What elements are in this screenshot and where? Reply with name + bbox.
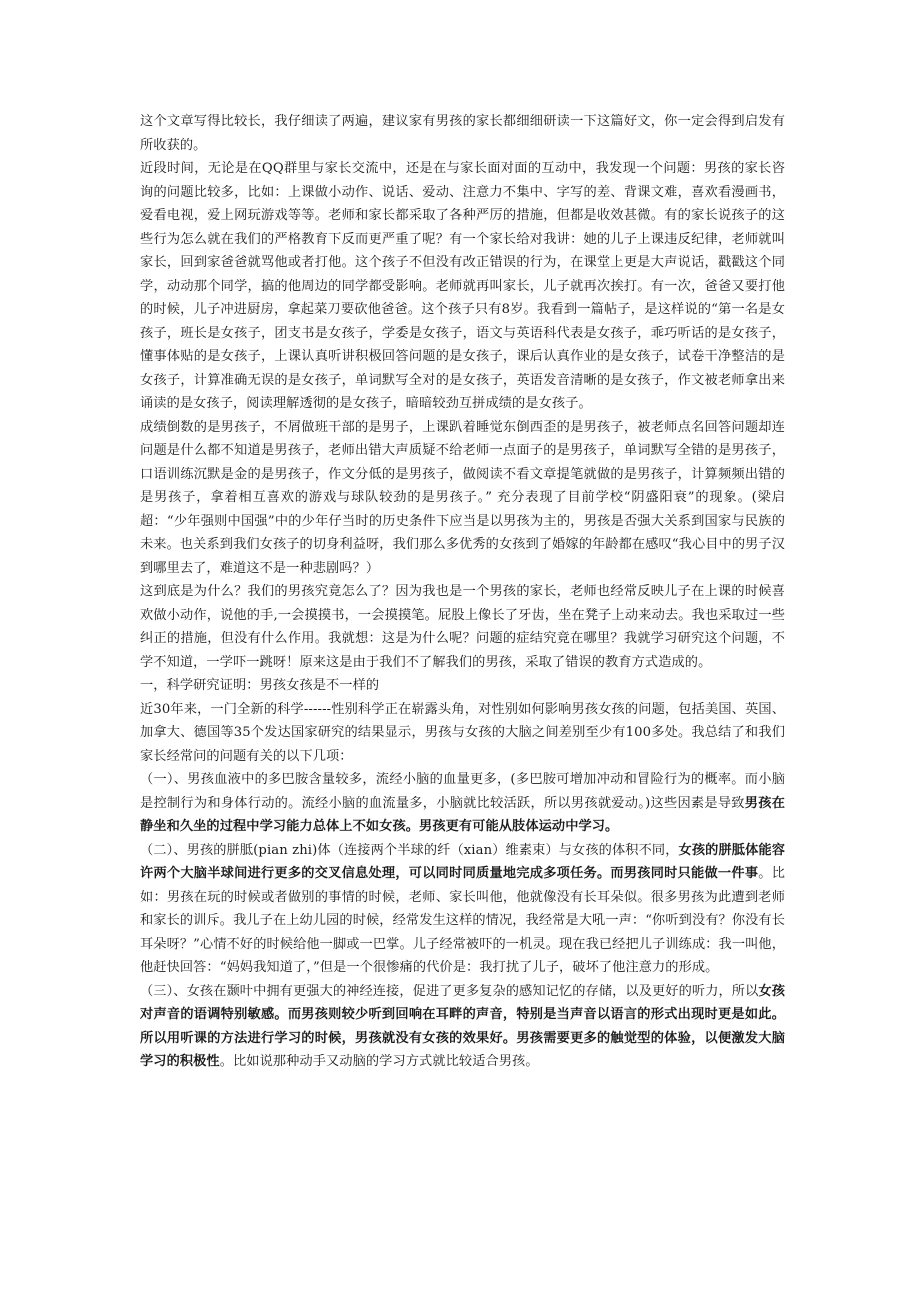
paragraph-why: [140, 580, 785, 674]
paragraph-problem: [140, 157, 785, 416]
article-body: [140, 110, 785, 1074]
point-one: [140, 768, 785, 839]
paragraph-text: 近30年来，一门全新的科学------性别科学正在崭露头角，对性别如何影响男孩女孩的问题，包括美国、英国、加拿大、德国等35个发达国家研究的结果显示，男孩与女孩的大脑之间差别至少有100多处。我总结了和我们家长经常问的问题有关的以下几项：: [140, 701, 785, 764]
paragraph-research: [140, 698, 785, 769]
point-two: [140, 839, 785, 980]
paragraph-text: 这到底是为什么？我们的男孩究竟怎么了？因为我也是一个男孩的家长，老师也经常反映儿子在上课的时候喜欢做小动作，说他的手,一会摸摸书，一会摸摸笔。屁股上像长了牙齿，坐在凳子上动来动去。我也采取过一些纠正的措施，但没有什么作用。我就想：这是为什么呢？问题的症结究竟在哪里？我就学习研究这个问题，不学不知道，一学吓一跳呀！原来这是由于我们不了解我们的男孩，采取了错误的教育方式造成的。: [140, 584, 785, 670]
bold-text: 女孩对声音的语调特别敏感。而男孩则较少听到回响在耳畔的声音，特别是当声音以语言的形式出现时更是如此。所以用听课的方法进行学习的时候，男孩就没有女孩的效果好。男孩需要更多的触觉型的体验，以便激发大脑学习的积极性: [140, 983, 785, 1069]
section-heading-text: 一，科学研究证明：男孩女孩是不一样的: [140, 678, 380, 693]
point-three: [140, 980, 785, 1074]
paragraph-text: 这个文章写得比较长，我仔细读了两遍，建议家有男孩的家长都细细研读一下这篇好文，你一定会得到启发有所收获的。: [140, 114, 785, 153]
paragraph-boys: [140, 416, 785, 581]
section-heading: [140, 674, 785, 698]
paragraph-text: （二）、男孩的胼胝(pian zhi)体（连接两个半球的纤（xian）维素束）与女孩的体积不同，: [140, 842, 679, 858]
paragraph-text: 近段时间，无论是在QQ群里与家长交流中，还是在与家长面对面的互动中，我发现一个问题：男孩的家长咨询的问题比较多，比如：上课做小动作、说话、爱动、注意力不集中、字写的差、背课文难，喜欢看漫画书，爱看电视，爱上网玩游戏等等。老师和家长都采取了各种严厉的措施，但都是收效甚微。有的家长说孩子的这些行为怎么就在我们的严格教育下反而更严重了呢？有一个家长给对我讲：她的儿子上课违反纪律，老师就叫家长，回到家爸爸就骂他或者打他。这个孩子不但没有改正错误的行为，在课堂上更是大声说话，戳戳这个同学，动动那个同学，搞的他周边的同学都受影响。老师就再叫家长，儿子就再次挨打。有一次，爸爸又要打他的时候，儿子冲进厨房，拿起菜刀要砍他爸爸。这个孩子只有8岁。我看到一篇帖子，是这样说的“第一名是女孩子，班长是女孩子，团支书是女孩子，学委是女孩子，语文与英语科代表是女孩子，乖巧听话的是女孩子，懂事体贴的是女孩子，上课认真听讲积极回答问题的是女孩子，课后认真作业的是女孩子，试卷干净整洁的是女孩子，计算准确无误的是女孩子，单词默写全对的是女孩子，英语发音清晰的是女孩子，作文被老师拿出来诵读的是女孩子，阅读理解透彻的是女孩子，暗暗较劲互拼成绩的是女孩子。: [140, 161, 785, 411]
paragraph-text: （一）、男孩血液中的多巴胺含量较多，流经小脑的血量更多，(多巴胺可增加冲动和冒险行为的概率。而小脑是控制行为和身体行动的。流经小脑的血流量多，小脑就比较活跃，所以男孩就爱动。)这些因素是导致: [140, 772, 785, 811]
bold-text: 男孩在静坐和久坐的过程中学习能力总体上不如女孩。男孩更有可能从肢体运动中学习。: [140, 795, 785, 834]
paragraph-text: 成绩倒数的是男孩子，不屑做班干部的是男子，上课趴着睡觉东倒西歪的是男孩子，被老师点名回答问题却连问题是什么都不知道是男孩子，老师出错大声质疑不给老师一点面子的是男孩子，单词默写全错的是男孩子，口语训练沉默是金的是男孩子，作文分低的是男孩子，做阅读不看文章提笔就做的是男孩子，计算频频出错的是男孩子，拿着相互喜欢的游戏与球队较劲的是男孩子。” 充分表现了目前学校“阴盛阳衰”的现象。(梁启超：“少年强则中国强”中的少年仔当时的历史条件下应当是以男孩为主的，男孩是否强大关系到国家与民族的未来。也关系到我们女孩子的切身利益呀，我们那么多优秀的女孩到了婚嫁的年龄都在感叹“我心目中的男子汉到哪里去了，难道这不是一种悲剧吗？）: [140, 419, 785, 576]
paragraph-text: （三）、女孩在颞叶中拥有更强大的神经连接，促进了更多复杂的感知记忆的存储，以及更好的听力，所以: [140, 983, 759, 999]
paragraph-after-text: 。比如：男孩在玩的时候或者做别的事情的时候，老师、家长叫他，他就像没有长耳朵似。很多男孩为此遭到老师和家长的训斥。我儿子在上幼儿园的时候，经常发生这样的情况，我经常是大吼一声：“你听到没有？你没有长耳朵呀？”心情不好的时候给他一脚或一巴掌。儿子经常被吓的一机灵。现在我已经把儿子训练成：我一叫他，他赶快回答：“妈妈我知道了，”但是一个很惨痛的代价是：我打扰了儿子，破坏了他注意力的形成。: [140, 866, 785, 975]
intro-paragraph: [140, 110, 785, 157]
paragraph-after-text: 。比如说那种动手又动脑的学习方式就比较适合男孩。: [219, 1054, 539, 1069]
bold-text: 女孩的胼胝体能容许两个大脑半球间进行更多的交叉信息处理，可以同时同质量地完成多项任务。而男孩同时只能做一件事: [140, 842, 785, 881]
